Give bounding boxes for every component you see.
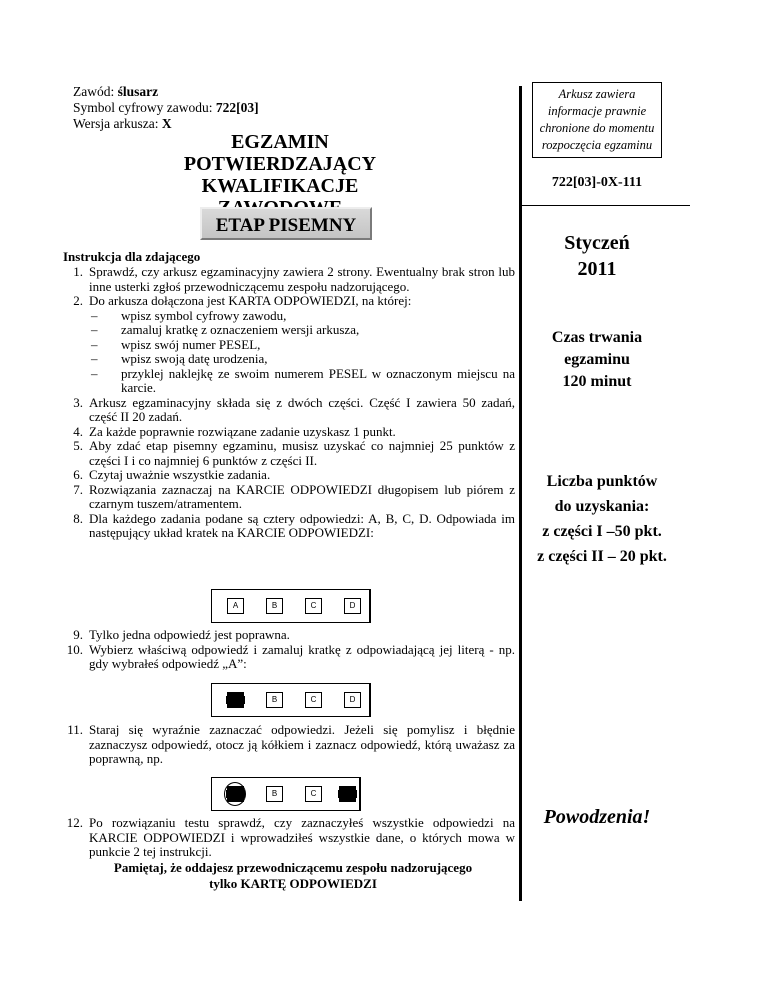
instruction-item-8 [63,512,515,541]
answer-box-d-filled [339,786,356,802]
item-number: 2. [73,293,83,308]
sub-item-text: przyklej naklejkę ze swoim numerem PESEL w oznaczonym miejscu na karcie. [121,365,515,395]
item-number: 4. [73,423,83,439]
points-info [522,469,682,569]
item-text: Do arkusza dołączona jest KARTA ODPOWIEDZI, na której: [89,293,412,308]
profession-value: ślusarz [117,84,159,99]
instructions-title: Instrukcja dla zdającego [63,249,201,264]
symbol-line [73,100,259,116]
item-text: Aby zdać etap pisemny egzaminu, musisz uzyskać co najmniej 25 punktów z części I i co najmniej 6 punktów z części II. [89,438,515,468]
instructions-list-cont3 [63,816,515,860]
exam-code: 722[03]-0X-111 [551,175,643,190]
item-text: Arkusz egzaminacyjny składa się z dwóch części. Część I zawiera 50 zadań, część II 20 zadań. [89,394,515,424]
notice-line: informacje prawnie [547,104,647,118]
instruction-item-12 [63,816,515,860]
symbol-value: 722[03] [215,100,259,115]
item-number: 5. [73,438,83,453]
footer-note [73,860,513,892]
instruction-item-10 [63,643,515,672]
answer-grid-example [211,589,371,623]
footer-note-line1: Pamiętaj, że oddajesz przewodniczącemu zespołu nadzorującego [113,860,473,875]
answer-box-a-filled [227,692,244,708]
item-text: Dla każdego zadania podane są cztery odpowiedzi: A, B, C, D. Odpowiada im następujący układ kratek na KARCIE ODPOWIEDZI: [89,510,515,540]
duration-line: 120 minut [562,373,632,390]
answer-box-c: C [305,692,322,708]
instruction-item-7 [63,483,515,512]
footer-note-line2: tylko KARTĘ ODPOWIEDZI [209,876,377,891]
item-text: Po rozwiązaniu testu sprawdź, czy zaznaczyłeś wszystkie odpowiedzi na KARCIE ODPOWIEDZI i wprowadziłeś wszystkie dane, o których mowa w punkcie 2 tej instrukcji. [89,815,515,859]
instruction-item-5 [63,439,515,468]
sidebar-divider [522,205,690,206]
sub-item [89,367,515,396]
instruction-item-3 [63,396,515,425]
answer-box-b: B [266,598,283,614]
points-line: do uzyskania: [554,498,650,515]
sub-item [89,352,515,367]
instruction-item-4 [63,425,515,440]
duration-line: egzaminu [564,351,630,368]
answer-box-d: D [344,692,361,708]
item-number: 8. [73,510,83,526]
confidential-notice [532,82,662,158]
sub-item-text: wpisz symbol cyfrowy zawodu, [121,307,287,323]
item-number: 10. [66,641,83,657]
instruction-item-2 [63,294,515,309]
answer-grid-filled-a [211,683,371,717]
dash-marker: – [91,322,98,337]
answer-box-c: C [305,786,322,802]
item-text: Za każde poprawnie rozwiązane zadanie uzyskasz 1 punkt. [89,423,396,439]
item-number: 7. [73,481,83,497]
points-line: Liczba punktów [546,473,658,490]
dash-marker: – [91,336,98,352]
sub-item [89,323,515,338]
exam-title-line2: POTWIERDZAJĄCY KWALIFIKACJE [183,153,377,197]
item-number: 1. [73,264,83,279]
answer-box-a-filled [227,786,244,802]
sub-item-text: wpisz swój numer PESEL, [121,336,261,352]
sub-item [89,309,515,324]
dash-marker: – [91,307,98,323]
duration-line: Czas trwania [551,329,643,346]
points-line: z części II – 20 pkt. [537,548,667,565]
sub-item [89,338,515,353]
version-value: X [161,116,172,131]
exam-duration [526,327,668,393]
item-text: Staraj się wyraźnie zaznaczać odpowiedzi. Jeżeli się pomylisz i błędnie zaznaczysz odpowiedź, otocz ją kółkiem i zaznacz odpowiedź, którą uważasz za poprawną, np. [89,722,515,766]
version-line [73,116,172,132]
answer-box-c: C [305,598,322,614]
points-line: z części I –50 pkt. [542,523,662,540]
dash-marker: – [91,351,98,366]
instruction-item-9 [63,628,515,643]
notice-line: rozpoczęcia egzaminu [541,138,653,152]
answer-box-d: D [344,598,361,614]
instruction-item-11 [63,723,515,767]
exam-date [526,230,668,282]
symbol-label: Symbol cyfrowy zawodu: [73,100,216,115]
item-text: Rozwiązania zaznaczaj na KARCIE ODPOWIEDZI długopisem lub piórem z czarnym tuszem/atramentem. [89,481,515,511]
item-text: Wybierz właściwą odpowiedź i zamaluj kratkę z odpowiadającą jej literą - np. gdy wybrałeś odpowiedź „A”: [89,641,515,671]
instructions-list [63,265,515,541]
answer-box-b: B [266,786,283,802]
sub-item-text: wpisz swoją datę urodzenia, [121,351,268,366]
item-text: Sprawdź, czy arkusz egzaminacyjny zawiera 2 strony. Ewentualny brak stron lub inne usterki zgłoś przewodniczącemu zespołu nadzorującego. [89,264,515,294]
profession-line [73,84,158,100]
item-number: 6. [73,467,83,482]
stage-banner: ETAP PISEMNY [200,207,372,240]
exam-title-line1: EGZAMIN [231,131,329,153]
exam-year: 2011 [577,258,617,280]
sub-item-text: zamaluj kratkę z oznaczeniem wersji arkusza, [121,322,360,337]
answer-grid-corrected [211,777,361,811]
instructions-list-cont [63,628,515,672]
instructions-list-cont2 [63,723,515,767]
item-number: 12. [66,815,83,830]
notice-line: chronione do momentu [539,121,655,135]
answer-box-b: B [266,692,283,708]
exam-title [110,131,450,219]
instruction-item-1 [63,265,515,294]
item-number: 11. [67,722,83,737]
item-text: Czytaj uważnie wszystkie zadania. [89,467,271,482]
notice-line: Arkusz zawiera [558,87,636,101]
good-luck: Powodzenia! [543,806,651,828]
answer-box-a: A [227,598,244,614]
dash-marker: – [91,365,98,381]
instruction-item-6 [63,468,515,483]
version-label: Wersja arkusza: [73,116,162,131]
item-text: Tylko jedna odpowiedź jest poprawna. [89,627,290,642]
profession-label: Zawód: [73,84,118,99]
item-number: 9. [73,627,83,642]
exam-month: Styczeń [564,232,630,254]
item-number: 3. [73,394,83,410]
